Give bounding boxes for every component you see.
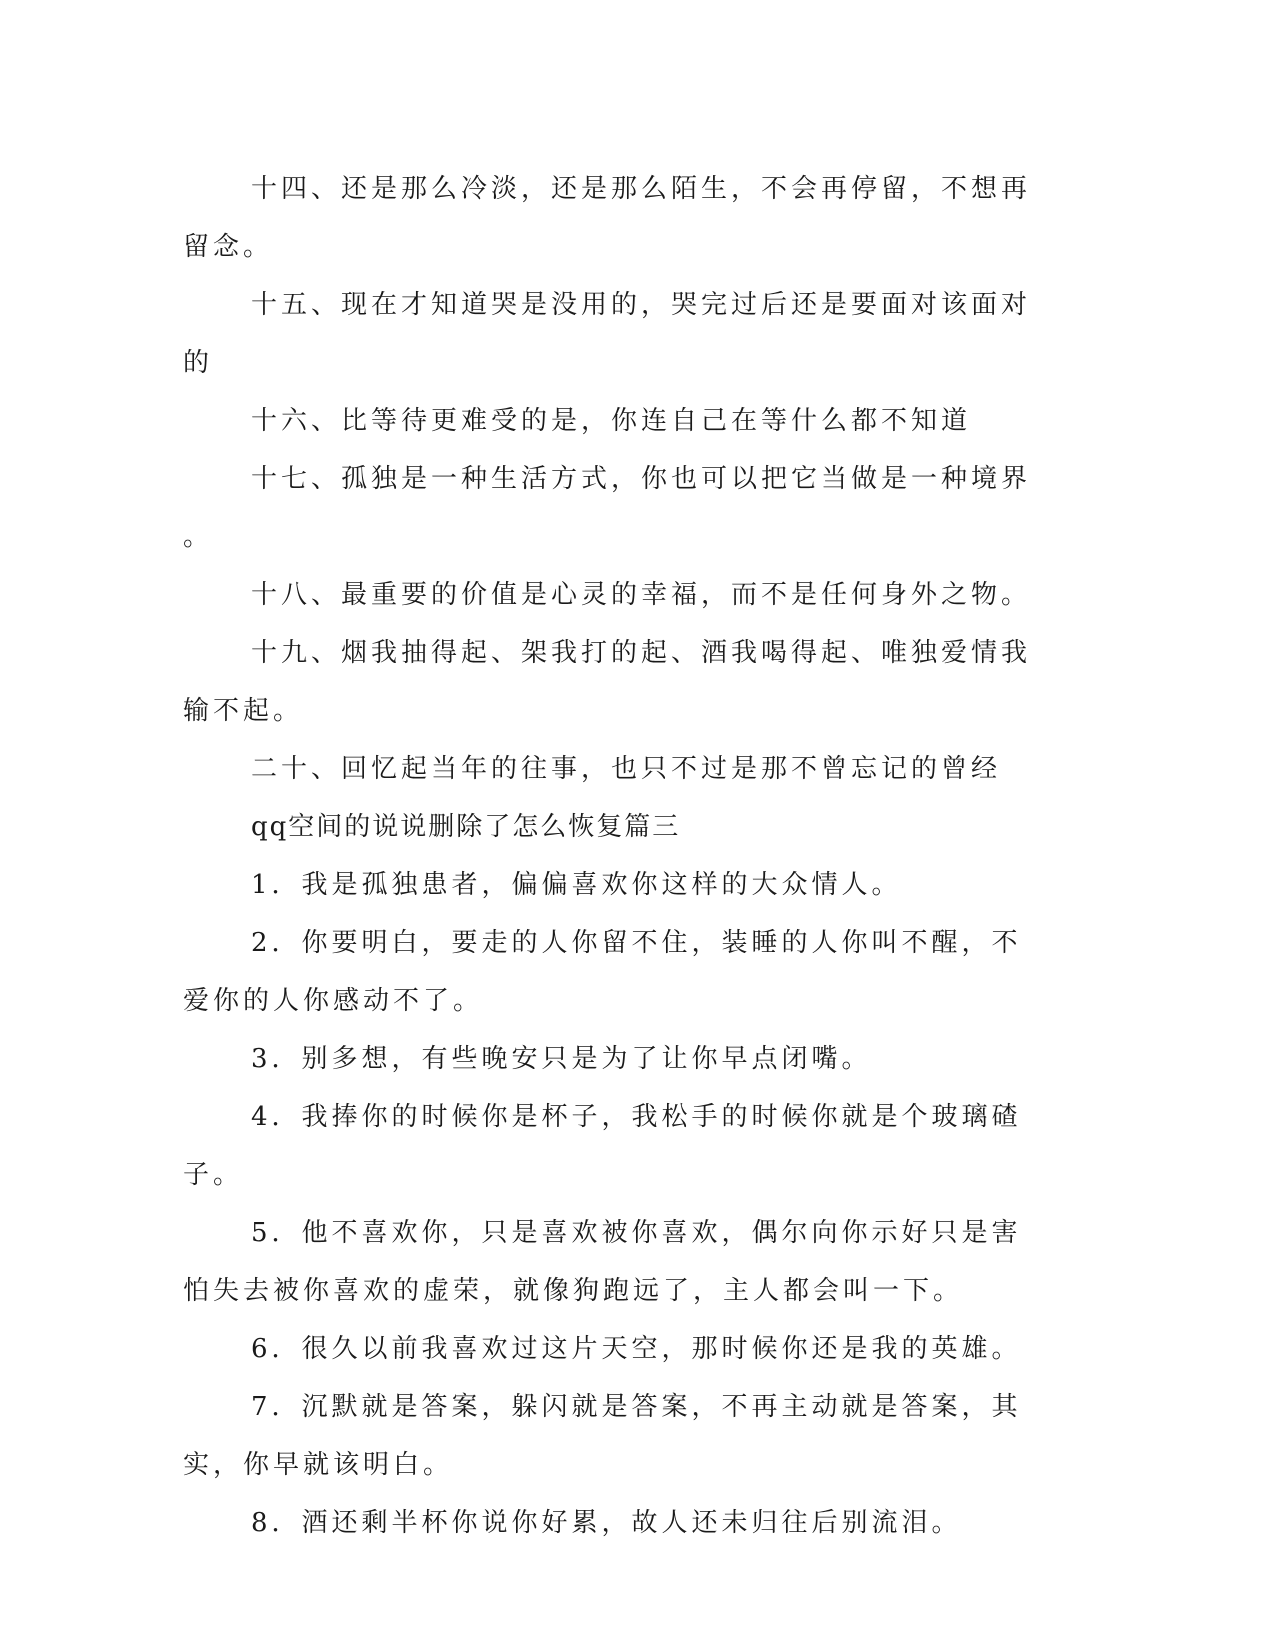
section-heading: qq空间的说说删除了怎么恢复篇三 bbox=[251, 812, 681, 842]
paragraph-17: 十七、孤独是一种生活方式，你也可以把它当做是一种境界。 bbox=[183, 464, 1032, 552]
list-item: 8．酒还剩半杯你说你好累，故人还未归往后别流泪。 bbox=[251, 1508, 962, 1538]
paragraph-18: 十八、最重要的价值是心灵的幸福，而不是任何身外之物。 bbox=[251, 580, 1032, 610]
paragraph-19: 十九、烟我抽得起、架我打的起、酒我喝得起、唯独爱情我输不起。 bbox=[183, 638, 1032, 726]
list-item: 3．别多想，有些晚安只是为了让你早点闭嘴。 bbox=[251, 1044, 872, 1074]
list-item: 4．我捧你的时候你是杯子，我松手的时候你就是个玻璃碴子。 bbox=[183, 1102, 1022, 1190]
paragraph-16: 十六、比等待更难受的是，你连自己在等什么都不知道 bbox=[251, 406, 972, 436]
list-item: 1．我是孤独患者，偏偏喜欢你这样的大众情人。 bbox=[251, 870, 902, 900]
paragraph-15: 十五、现在才知道哭是没用的，哭完过后还是要面对该面对的 bbox=[183, 290, 1032, 378]
list-item: 5．他不喜欢你，只是喜欢被你喜欢，偶尔向你示好只是害怕失去被你喜欢的虚荣，就像狗跑远了，主人都会叫一下。 bbox=[183, 1218, 1022, 1306]
list-item: 7．沉默就是答案，躲闪就是答案，不再主动就是答案，其实，你早就该明白。 bbox=[183, 1392, 1022, 1480]
paragraph-14: 十四、还是那么冷淡，还是那么陌生，不会再停留，不想再留念。 bbox=[183, 174, 1032, 262]
list-item: 6．很久以前我喜欢过这片天空，那时候你还是我的英雄。 bbox=[251, 1334, 1022, 1364]
paragraph-20: 二十、回忆起当年的往事，也只不过是那不曾忘记的曾经 bbox=[251, 754, 1002, 784]
document-body bbox=[183, 160, 1043, 1552]
list-item: 2．你要明白，要走的人你留不住，装睡的人你叫不醒，不爱你的人你感动不了。 bbox=[183, 928, 1022, 1016]
